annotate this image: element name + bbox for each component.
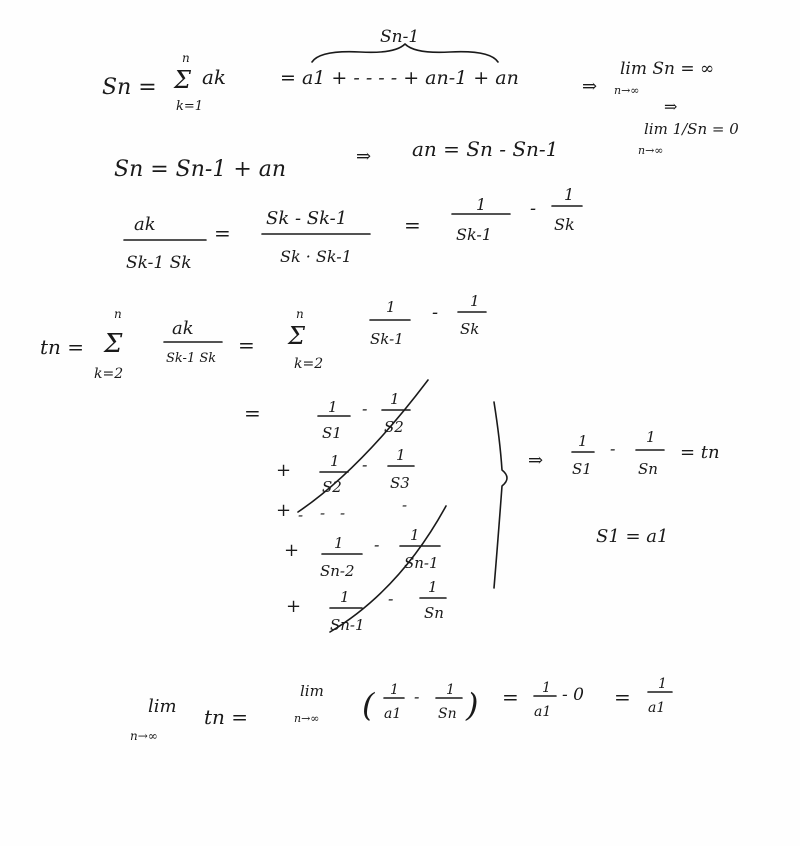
tel-row5-minus: - xyxy=(388,589,394,608)
tel-row4-minus: - xyxy=(374,535,380,554)
tel-row4-a-num: 1 xyxy=(334,534,344,552)
limit-inverse-sn: lim 1/Sn = 0 xyxy=(644,120,739,138)
tel-row1-minus: - xyxy=(362,399,368,418)
final-paren-close: ) xyxy=(466,686,479,724)
tel-row4-a-den: Sn-2 xyxy=(320,562,355,580)
eq-3a: = xyxy=(214,221,231,245)
final-b-num: 1 xyxy=(446,682,455,698)
tel-row3-a: - xyxy=(298,506,304,524)
final-lim2: lim xyxy=(300,682,324,700)
final-r2-den: a1 xyxy=(648,700,666,716)
implies-arrow-2: ⇒ xyxy=(356,146,372,167)
sigma4-upper: n xyxy=(114,307,122,321)
final-lim: lim xyxy=(148,696,177,717)
sigma-symbol: Σ xyxy=(174,66,191,94)
frac4c-num: 1 xyxy=(470,292,480,310)
sigma4-lower: k=2 xyxy=(94,366,124,382)
frac3-den: Sk-1 xyxy=(456,225,492,244)
tel-row1-a-den: S1 xyxy=(322,424,342,442)
tel-result-eq: = tn xyxy=(680,442,720,463)
final-r1-num: 1 xyxy=(542,680,551,696)
tel-row3-sign: + xyxy=(276,500,292,521)
frac1-num: ak xyxy=(134,214,156,235)
tel-row5-a-num: 1 xyxy=(340,588,350,606)
frac3-num: 1 xyxy=(476,195,487,214)
tel-result-den2: Sn xyxy=(638,460,658,478)
eq-4: = xyxy=(238,333,255,357)
telescope-implies: ⇒ xyxy=(528,450,544,471)
sigma4b-lower: k=2 xyxy=(294,356,324,372)
s1-equals-a1: S1 = a1 xyxy=(596,526,669,547)
frac4-den: Sk xyxy=(554,215,575,234)
frac4a-num: ak xyxy=(172,318,194,339)
frac2-den: Sk · Sk-1 xyxy=(280,247,352,266)
frac2-num: Sk - Sk-1 xyxy=(266,208,348,229)
tel-row2-b-num: 1 xyxy=(396,446,406,464)
final-eq2: = xyxy=(614,685,631,709)
implies-arrow: ⇒ xyxy=(582,76,598,97)
final-a-num: 1 xyxy=(390,682,399,698)
telescope-eq: = xyxy=(244,401,261,425)
frac4b-den: Sk-1 xyxy=(370,330,404,348)
tel-row2-b-den: S3 xyxy=(390,474,410,492)
tel-result-minus: - xyxy=(610,439,616,458)
tel-row3-mid: - xyxy=(320,504,326,522)
tel-row1-b-num: 1 xyxy=(390,390,400,408)
tel-row5-b-den: Sn xyxy=(424,604,444,622)
final-b-den: Sn xyxy=(438,706,457,722)
final-eq: = xyxy=(502,685,519,709)
tel-row3-b: - xyxy=(402,496,408,514)
final-lim-sub: n→∞ xyxy=(130,729,158,743)
tel-row2-minus: - xyxy=(362,455,368,474)
tel-row2-sign: + xyxy=(276,460,292,481)
tel-result-den1: S1 xyxy=(572,460,592,478)
limit-sn: lim Sn = ∞ xyxy=(620,59,715,79)
eq-3b: = xyxy=(404,213,421,237)
frac4b-num: 1 xyxy=(386,298,396,316)
summary-brace xyxy=(494,402,507,588)
tel-row4-b-num: 1 xyxy=(410,526,420,544)
tel-row1-a-num: 1 xyxy=(328,398,338,416)
recurrence: Sn = Sn-1 + an xyxy=(114,157,287,182)
tel-result-num1: 1 xyxy=(578,432,588,450)
tel-row3-mid2: - xyxy=(340,504,346,522)
sigma4b-upper: n xyxy=(296,307,304,321)
final-a-den: a1 xyxy=(384,706,402,722)
an-formula: an = Sn - Sn-1 xyxy=(412,137,559,161)
final-lhs: tn = xyxy=(204,705,249,729)
limit-inverse-sub: n→∞ xyxy=(638,144,664,157)
limit-sn-sub: n→∞ xyxy=(614,84,640,97)
implies-down-arrow: ⇒ xyxy=(664,97,678,116)
frac4-num: 1 xyxy=(564,185,575,204)
tel-row5-a-den: Sn-1 xyxy=(330,616,365,634)
tel-row2-a-num: 1 xyxy=(330,452,340,470)
sigma4-symbol: Σ xyxy=(104,329,123,359)
final-paren-minus: - xyxy=(414,687,420,706)
tn-lhs: tn = xyxy=(40,335,85,359)
sum-expansion: = a1 + - - - - + an-1 + an xyxy=(280,67,519,89)
final-r2-num: 1 xyxy=(658,676,667,692)
frac1-den: Sk-1 Sk xyxy=(126,253,192,273)
sigma-upper: n xyxy=(182,51,190,65)
minus-3: - xyxy=(530,198,537,219)
sigma-term: ak xyxy=(202,65,227,89)
sigma-lower: k=1 xyxy=(176,99,204,114)
tel-row4-b-den: Sn-1 xyxy=(404,554,439,572)
final-paren-open: ( xyxy=(362,686,375,724)
tel-row5-b-num: 1 xyxy=(428,578,438,596)
tel-row4-sign: + xyxy=(284,540,300,561)
tel-result-num2: 1 xyxy=(646,428,656,446)
tel-row1-b-den: S2 xyxy=(384,418,404,436)
final-minus-zero: - 0 xyxy=(562,685,584,705)
tel-row5-sign: + xyxy=(286,596,302,617)
sigma4b-symbol: Σ xyxy=(288,322,305,350)
brace-label: Sn-1 xyxy=(380,27,420,47)
frac4c-den: Sk xyxy=(460,320,480,338)
sn-definition-lhs: Sn = xyxy=(102,75,157,100)
final-lim2-sub: n→∞ xyxy=(294,712,320,725)
tel-row2-a-den: S2 xyxy=(322,478,342,496)
final-r1-den: a1 xyxy=(534,704,552,720)
frac4a-den: Sk-1 Sk xyxy=(166,351,217,366)
minus-4: - xyxy=(432,302,439,323)
